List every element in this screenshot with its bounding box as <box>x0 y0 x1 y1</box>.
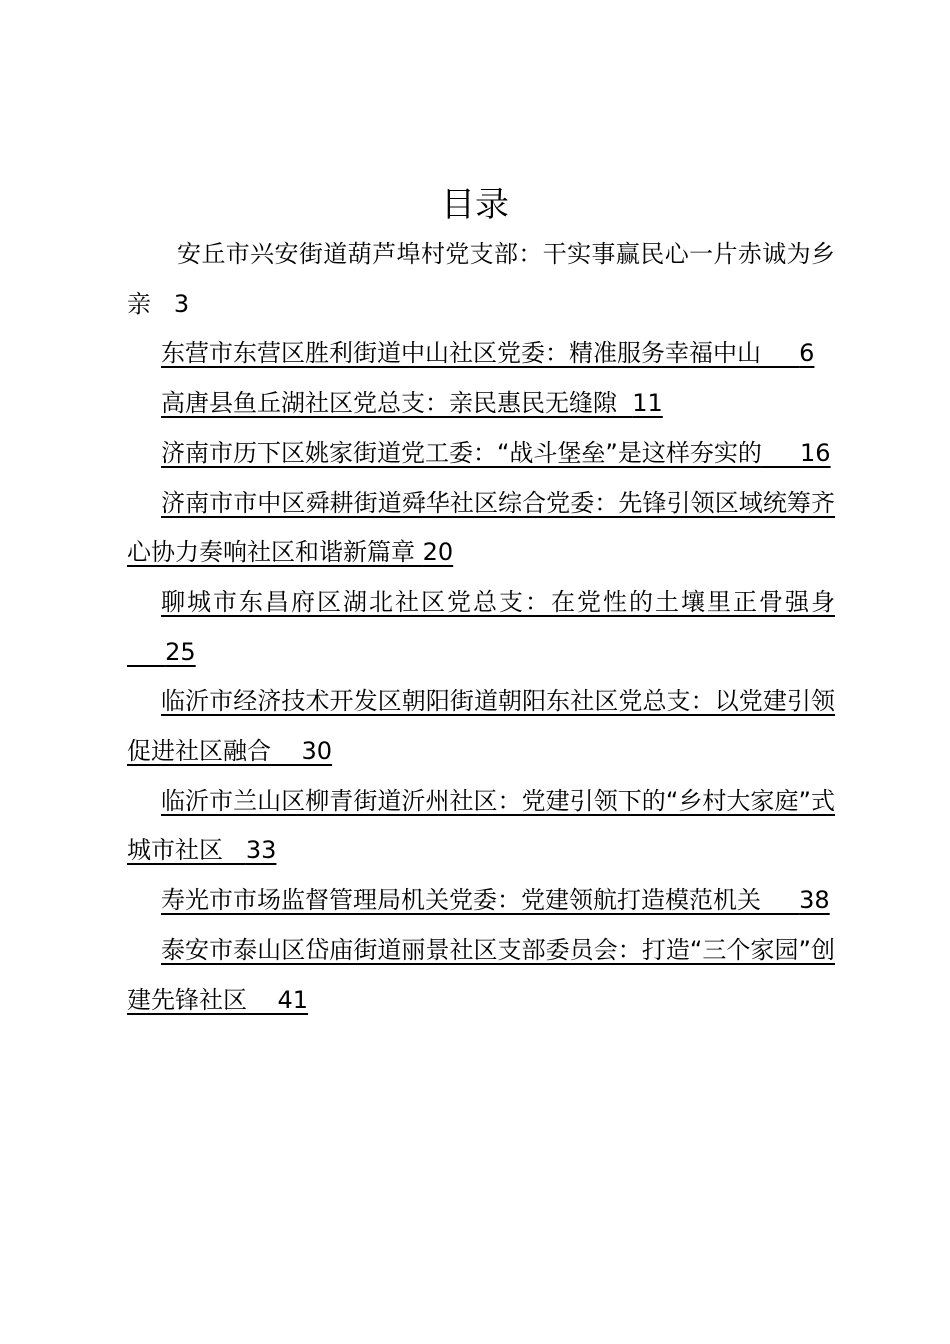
toc-entry <box>127 379 835 429</box>
toc-entry-link[interactable] <box>161 886 830 914</box>
toc-entry <box>127 329 835 379</box>
toc-entry <box>127 429 835 479</box>
toc-entry-title: 济南市历下区姚家街道党工委：“战斗堡垒”是这样夯实的 <box>161 438 762 467</box>
toc-title: 目录 <box>441 185 509 225</box>
toc-entry-link[interactable] <box>127 936 835 1014</box>
toc-entry-link[interactable] <box>127 787 835 865</box>
toc-entry <box>127 578 835 677</box>
toc-entry-page-number: 33 <box>245 836 277 865</box>
toc-entry-page-number: 3 <box>173 289 190 318</box>
toc-entry-link[interactable] <box>161 339 814 367</box>
toc-entry-title: 安丘市兴安街道葫芦埠村党支部：干实事赢民心一片赤诚为乡亲 <box>127 240 835 318</box>
toc-entry <box>127 230 835 329</box>
toc-entry-title: 聊城市东昌府区湖北社区党总支：在党性的土壤里正骨强身 <box>161 587 835 616</box>
toc-entry-page-number: 41 <box>277 985 309 1014</box>
toc-entry-title: 高唐县鱼丘湖社区党总支：亲民惠民无缝隙 <box>161 389 617 418</box>
toc-entry <box>127 777 835 876</box>
toc-entry-page-number: 30 <box>301 737 333 766</box>
table-of-contents <box>127 230 835 1025</box>
toc-entry <box>127 926 835 1025</box>
toc-entry-page-number: 25 <box>165 637 196 666</box>
toc-entry-link[interactable] <box>127 240 835 318</box>
toc-entry-link[interactable] <box>127 489 835 567</box>
toc-entry <box>127 479 835 578</box>
toc-entry-page-number: 20 <box>422 538 454 567</box>
toc-entry-title: 临沂市经济技术开发区朝阳街道朝阳东社区党总支：以党建引领促进社区融合 <box>127 687 835 766</box>
toc-entry-page-number: 16 <box>800 438 831 467</box>
toc-entry-link[interactable] <box>161 389 663 417</box>
toc-entry-title: 泰安市泰山区岱庙街道丽景社区支部委员会：打造“三个家园”创建先锋社区 <box>127 935 835 1014</box>
toc-entry-link[interactable] <box>127 687 835 765</box>
toc-entry-title: 东营市东营区胜利街道中山社区党委：精准服务幸福中山 <box>161 339 761 368</box>
toc-entry <box>127 876 835 926</box>
toc-entry-page-number: 38 <box>799 886 830 915</box>
toc-entry-title: 临沂市兰山区柳青街道沂州社区：党建引领下的“乡村大家庭”式城市社区 <box>127 786 835 865</box>
toc-entry-title: 寿光市市场监督管理局机关党委：党建领航打造模范机关 <box>161 886 761 915</box>
toc-entry-title: 济南市市中区舜耕街道舜华社区综合党委：先锋引领区域统筹齐心协力奏响社区和谐新篇章 <box>127 488 835 567</box>
toc-entry-link[interactable] <box>161 439 831 467</box>
toc-entry <box>127 677 835 776</box>
toc-entry-page-number: 11 <box>632 389 663 418</box>
toc-entry-link[interactable] <box>127 588 835 666</box>
toc-entry-page-number: 6 <box>799 339 815 368</box>
